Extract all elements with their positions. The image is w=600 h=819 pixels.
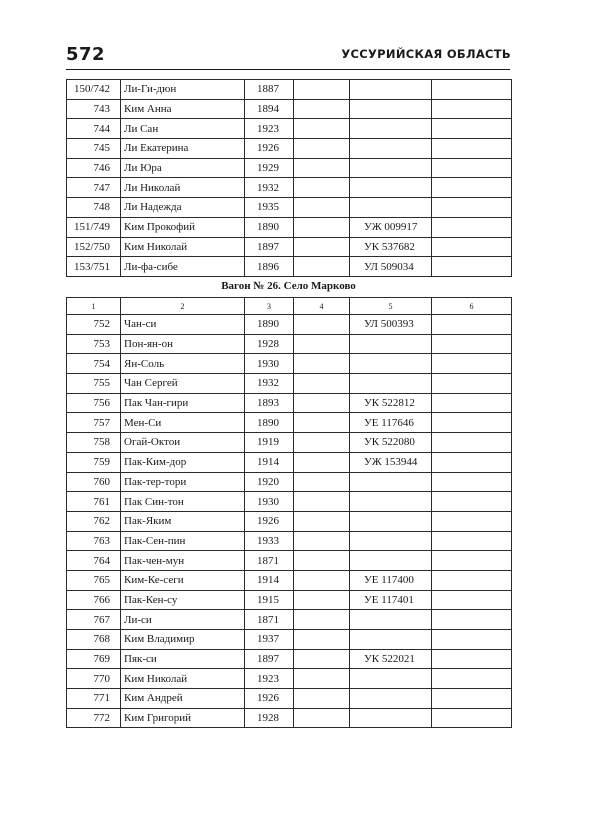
cell-doc: УЕ 117646	[350, 413, 432, 433]
cell-year: 1915	[245, 590, 294, 610]
table-row	[67, 217, 512, 237]
cell-doc: УК 522080	[350, 433, 432, 453]
cell-year: 1871	[245, 610, 294, 630]
table-row	[67, 334, 512, 354]
cell-year: 1923	[245, 119, 294, 139]
cell-c6	[432, 413, 512, 433]
cell-name: Пон-ян-он	[121, 334, 245, 354]
cell-name: Ли Екатерина	[121, 139, 245, 159]
cell-name: Ким Николай	[121, 669, 245, 689]
cell-c6	[432, 139, 512, 159]
table-row	[67, 393, 512, 413]
cell-c4	[294, 689, 350, 709]
table-row	[67, 315, 512, 335]
cell-year: 1929	[245, 158, 294, 178]
cell-c6	[432, 708, 512, 728]
cell-year: 1926	[245, 139, 294, 159]
cell-year: 1935	[245, 198, 294, 218]
cell-c4	[294, 139, 350, 159]
cell-doc	[350, 374, 432, 394]
cell-c4	[294, 433, 350, 453]
cell-c6	[432, 158, 512, 178]
cell-year: 1928	[245, 334, 294, 354]
table-row	[67, 492, 512, 512]
wagon-26-table	[66, 297, 512, 728]
cell-name: Ким Николай	[121, 237, 245, 257]
cell-c4	[294, 610, 350, 630]
table-row	[67, 80, 512, 100]
column-number: 2	[121, 298, 245, 315]
table-row	[67, 630, 512, 650]
cell-c6	[432, 334, 512, 354]
cell-num: 745	[67, 139, 121, 159]
cell-doc	[350, 551, 432, 571]
column-number: 4	[294, 298, 350, 315]
cell-num: 753	[67, 334, 121, 354]
cell-c4	[294, 708, 350, 728]
table-row	[67, 590, 512, 610]
cell-year: 1897	[245, 237, 294, 257]
cell-c4	[294, 630, 350, 650]
cell-num: 765	[67, 570, 121, 590]
cell-c4	[294, 590, 350, 610]
cell-doc	[350, 472, 432, 492]
cell-num: 746	[67, 158, 121, 178]
cell-c4	[294, 492, 350, 512]
cell-c4	[294, 413, 350, 433]
cell-year: 1890	[245, 315, 294, 335]
cell-c6	[432, 551, 512, 571]
cell-doc	[350, 669, 432, 689]
cell-doc: УК 537682	[350, 237, 432, 257]
column-number: 5	[350, 298, 432, 315]
cell-name: Ян-Соль	[121, 354, 245, 374]
cell-c4	[294, 158, 350, 178]
cell-num: 755	[67, 374, 121, 394]
cell-name: Пак-Сен-пин	[121, 531, 245, 551]
cell-name: Ли-си	[121, 610, 245, 630]
cell-c4	[294, 374, 350, 394]
column-number: 1	[67, 298, 121, 315]
cell-name: Пяк-си	[121, 649, 245, 669]
cell-c6	[432, 374, 512, 394]
cell-c4	[294, 452, 350, 472]
cell-c6	[432, 472, 512, 492]
cell-name: Ли Надежда	[121, 198, 245, 218]
cell-num: 772	[67, 708, 121, 728]
cell-c6	[432, 217, 512, 237]
table-row	[67, 708, 512, 728]
cell-num: 747	[67, 178, 121, 198]
cell-c6	[432, 649, 512, 669]
cell-c6	[432, 630, 512, 650]
cell-c4	[294, 80, 350, 100]
cell-doc	[350, 139, 432, 159]
cell-doc	[350, 158, 432, 178]
cell-name: Пак-Яким	[121, 511, 245, 531]
cell-c4	[294, 649, 350, 669]
table-row	[67, 237, 512, 257]
cell-name: Чан Сергей	[121, 374, 245, 394]
cell-doc	[350, 334, 432, 354]
cell-doc	[350, 492, 432, 512]
cell-num: 764	[67, 551, 121, 571]
table-row	[67, 669, 512, 689]
cell-c4	[294, 570, 350, 590]
cell-num: 763	[67, 531, 121, 551]
cell-c6	[432, 354, 512, 374]
cell-year: 1919	[245, 433, 294, 453]
cell-doc: УЖ 153944	[350, 452, 432, 472]
cell-doc	[350, 630, 432, 650]
cell-c6	[432, 99, 512, 119]
cell-num: 768	[67, 630, 121, 650]
cell-num: 756	[67, 393, 121, 413]
cell-doc	[350, 610, 432, 630]
cell-c4	[294, 511, 350, 531]
cell-num: 151/749	[67, 217, 121, 237]
table-row	[67, 570, 512, 590]
cell-doc	[350, 119, 432, 139]
cell-c4	[294, 669, 350, 689]
cell-c6	[432, 80, 512, 100]
cell-c4	[294, 198, 350, 218]
cell-num: 150/742	[67, 80, 121, 100]
column-number-row	[67, 298, 512, 315]
table-row	[67, 119, 512, 139]
column-number: 3	[245, 298, 294, 315]
cell-doc: УЕ 117400	[350, 570, 432, 590]
cell-c4	[294, 178, 350, 198]
cell-year: 1914	[245, 452, 294, 472]
cell-name: Ким Андрей	[121, 689, 245, 709]
cell-year: 1937	[245, 630, 294, 650]
cell-c6	[432, 610, 512, 630]
table-row	[67, 178, 512, 198]
cell-c4	[294, 315, 350, 335]
cell-doc	[350, 511, 432, 531]
cell-c4	[294, 119, 350, 139]
table-row	[67, 551, 512, 571]
table-row	[67, 689, 512, 709]
cell-name: Ли-Ги-дюн	[121, 80, 245, 100]
cell-name: Мен-Си	[121, 413, 245, 433]
table-row	[67, 99, 512, 119]
cell-num: 152/750	[67, 237, 121, 257]
column-number: 6	[432, 298, 512, 315]
cell-num: 759	[67, 452, 121, 472]
table-row	[67, 531, 512, 551]
table-row	[67, 472, 512, 492]
cell-year: 1890	[245, 217, 294, 237]
cell-doc	[350, 708, 432, 728]
cell-name: Ким Григорий	[121, 708, 245, 728]
cell-doc: УЛ 500393	[350, 315, 432, 335]
cell-year: 1920	[245, 472, 294, 492]
cell-doc	[350, 198, 432, 218]
table-row	[67, 257, 512, 277]
cell-name: Пак-Кен-су	[121, 590, 245, 610]
cell-c4	[294, 217, 350, 237]
cell-c6	[432, 511, 512, 531]
cell-name: Пак Чан-гири	[121, 393, 245, 413]
cell-c6	[432, 570, 512, 590]
cell-name: Пак-чен-мун	[121, 551, 245, 571]
cell-num: 748	[67, 198, 121, 218]
cell-name: Ли Сан	[121, 119, 245, 139]
cell-name: Пак Син-тон	[121, 492, 245, 512]
cell-year: 1923	[245, 669, 294, 689]
cell-num: 760	[67, 472, 121, 492]
cell-num: 762	[67, 511, 121, 531]
cell-year: 1893	[245, 393, 294, 413]
cell-doc: УЖ 009917	[350, 217, 432, 237]
cell-c6	[432, 315, 512, 335]
running-title: УССУРИЙСКАЯ ОБЛАСТЬ	[341, 47, 511, 61]
table-row	[67, 158, 512, 178]
cell-c4	[294, 393, 350, 413]
cell-num: 771	[67, 689, 121, 709]
cell-c6	[432, 237, 512, 257]
cell-doc	[350, 178, 432, 198]
cell-year: 1894	[245, 99, 294, 119]
table-row	[67, 452, 512, 472]
cell-year: 1896	[245, 257, 294, 277]
cell-year: 1887	[245, 80, 294, 100]
table-row	[67, 649, 512, 669]
cell-c4	[294, 99, 350, 119]
cell-year: 1930	[245, 354, 294, 374]
cell-num: 767	[67, 610, 121, 630]
cell-num: 744	[67, 119, 121, 139]
cell-num: 766	[67, 590, 121, 610]
cell-c4	[294, 334, 350, 354]
page-number: 572	[66, 44, 106, 65]
cell-year: 1926	[245, 689, 294, 709]
cell-name: Ким Анна	[121, 99, 245, 119]
cell-c6	[432, 257, 512, 277]
cell-year: 1871	[245, 551, 294, 571]
cell-year: 1914	[245, 570, 294, 590]
cell-c6	[432, 119, 512, 139]
table-row	[67, 354, 512, 374]
cell-c6	[432, 198, 512, 218]
cell-name: Ким-Ке-сеги	[121, 570, 245, 590]
cell-name: Чан-си	[121, 315, 245, 335]
cell-c4	[294, 354, 350, 374]
cell-c4	[294, 472, 350, 492]
cell-name: Пак-тер-тори	[121, 472, 245, 492]
table-row	[67, 511, 512, 531]
table-row	[67, 374, 512, 394]
cell-c6	[432, 393, 512, 413]
cell-c6	[432, 492, 512, 512]
cell-doc	[350, 531, 432, 551]
cell-year: 1932	[245, 178, 294, 198]
cell-c6	[432, 689, 512, 709]
cell-num: 754	[67, 354, 121, 374]
cell-year: 1932	[245, 374, 294, 394]
cell-name: Огай-Октои	[121, 433, 245, 453]
table-row	[67, 413, 512, 433]
cell-doc: УК 522021	[350, 649, 432, 669]
cell-year: 1933	[245, 531, 294, 551]
cell-year: 1890	[245, 413, 294, 433]
cell-doc: УЕ 117401	[350, 590, 432, 610]
cell-year: 1897	[245, 649, 294, 669]
cell-c4	[294, 551, 350, 571]
cell-num: 757	[67, 413, 121, 433]
cell-doc	[350, 99, 432, 119]
cell-doc	[350, 354, 432, 374]
cell-name: Ким Владимир	[121, 630, 245, 650]
cell-c6	[432, 178, 512, 198]
cell-c4	[294, 237, 350, 257]
cell-doc: УК 522812	[350, 393, 432, 413]
cell-c4	[294, 257, 350, 277]
header-rule	[66, 69, 510, 70]
cell-num: 770	[67, 669, 121, 689]
cell-c4	[294, 531, 350, 551]
cell-num: 153/751	[67, 257, 121, 277]
cell-name: Ли Юра	[121, 158, 245, 178]
cell-doc	[350, 689, 432, 709]
cell-num: 769	[67, 649, 121, 669]
cell-name: Ли Николай	[121, 178, 245, 198]
cell-name: Ли-фа-сибе	[121, 257, 245, 277]
cell-c6	[432, 590, 512, 610]
cell-c6	[432, 433, 512, 453]
wagon-title: Вагон № 26. Село Марково	[221, 280, 356, 292]
cell-c6	[432, 669, 512, 689]
cell-num: 758	[67, 433, 121, 453]
table-row	[67, 139, 512, 159]
cell-year: 1926	[245, 511, 294, 531]
cell-name: Пак-Ким-дор	[121, 452, 245, 472]
cell-num: 743	[67, 99, 121, 119]
table-row	[67, 610, 512, 630]
table-row	[67, 433, 512, 453]
cell-year: 1930	[245, 492, 294, 512]
cell-c6	[432, 452, 512, 472]
cell-doc: УЛ 509034	[350, 257, 432, 277]
cell-doc	[350, 80, 432, 100]
continued-table	[66, 79, 512, 277]
cell-year: 1928	[245, 708, 294, 728]
cell-num: 752	[67, 315, 121, 335]
table-row	[67, 198, 512, 218]
cell-c6	[432, 531, 512, 551]
cell-num: 761	[67, 492, 121, 512]
cell-name: Ким Прокофий	[121, 217, 245, 237]
